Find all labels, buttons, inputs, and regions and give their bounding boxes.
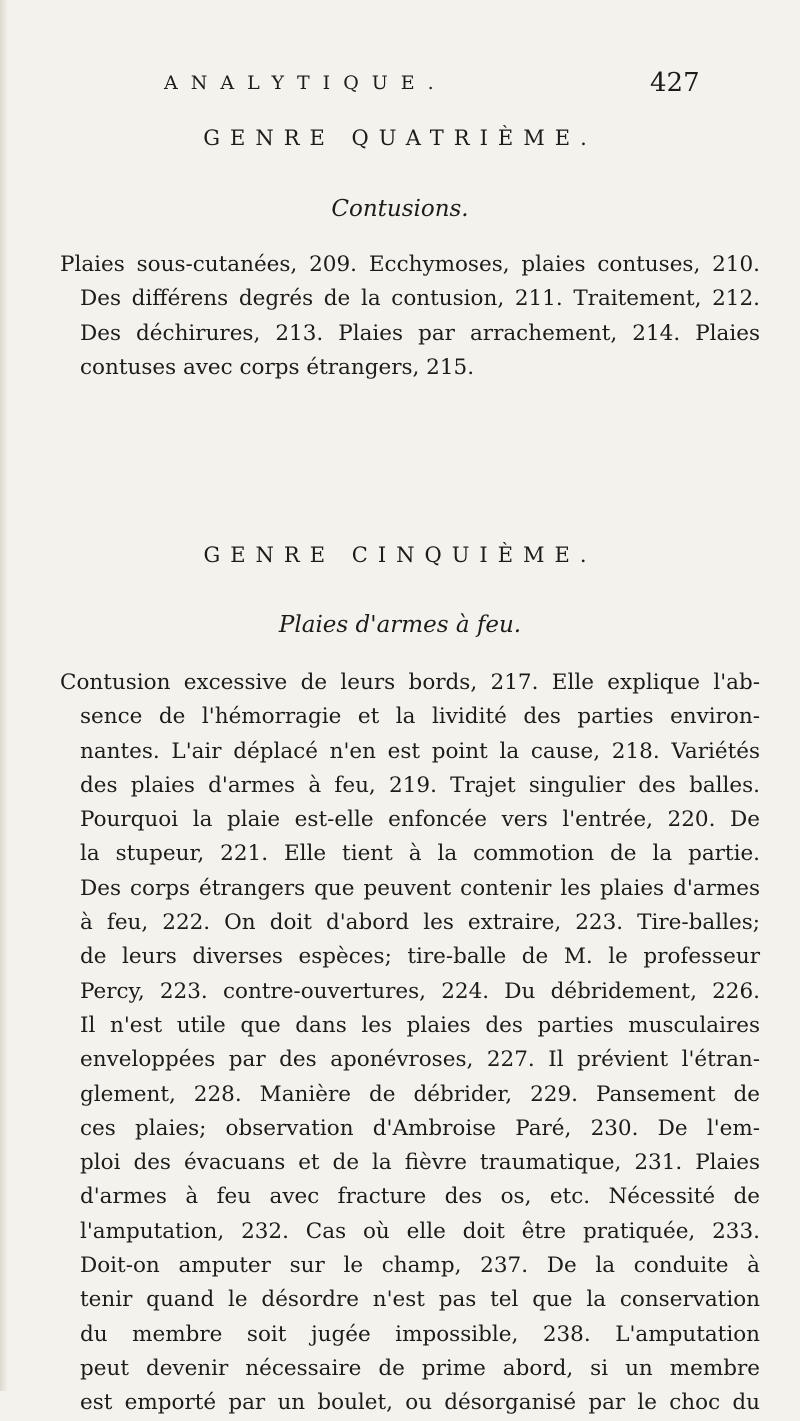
running-title: ANALYTIQUE. bbox=[164, 72, 447, 94]
text-line: Doit-on amputer sur le champ, 237. De la conduite à bbox=[80, 1253, 760, 1279]
section-paragraph-contusions bbox=[60, 248, 760, 385]
text-line: tenir quand le désordre n'est pas tel que la conservation bbox=[80, 1287, 760, 1313]
running-header bbox=[0, 68, 800, 102]
section-heading-genre-cinquieme: GENRE CINQUIÈME. bbox=[203, 543, 597, 567]
section-paragraph-plaies-armes-a-feu bbox=[60, 666, 760, 1421]
text-line: enveloppées par des aponévroses, 227. Il prévient l'étran- bbox=[80, 1047, 760, 1073]
text-line: est emporté par un boulet, ou désorganisé par le choc du bbox=[80, 1390, 760, 1416]
text-line: glement, 228. Manière de débrider, 229. Pansement de bbox=[80, 1081, 760, 1107]
text-line: nantes. L'air déplacé n'en est point la cause, 218. Variétés bbox=[80, 738, 760, 764]
text-line: la stupeur, 221. Elle tient à la commotion de la partie. bbox=[80, 841, 760, 867]
text-line: Des corps étrangers que peuvent contenir les plaies d'armes bbox=[80, 875, 760, 901]
text-line: l'amputation, 232. Cas où elle doit être pratiquée, 233. bbox=[80, 1218, 760, 1244]
text-line: Plaies sous-cutanées, 209. Ecchymoses, plaies contuses, 210. bbox=[60, 252, 760, 277]
text-line: ploi des évacuans et de la fièvre traumatique, 231. Plaies bbox=[80, 1150, 760, 1176]
text-line: Pourquoi la plaie est-elle enfoncée vers l'entrée, 220. De bbox=[80, 807, 760, 833]
text-line: Des différens degrés de la contusion, 211. Traitement, 212. bbox=[80, 286, 760, 312]
text-line: contuses avec corps étrangers, 215. bbox=[80, 354, 475, 380]
text-line: à feu, 222. On doit d'abord les extraire, 223. Tire-balles; bbox=[80, 910, 760, 936]
text-line: Contusion excessive de leurs bords, 217. Elle explique l'ab- bbox=[60, 670, 760, 695]
text-line: ces plaies; observation d'Ambroise Paré, 230. De l'em- bbox=[80, 1115, 760, 1141]
text-line: du membre soit jugée impossible, 238. L'amputation bbox=[80, 1321, 760, 1347]
text-line: Il n'est utile que dans les plaies des parties musculaires bbox=[80, 1012, 760, 1038]
text-line: peut devenir nécessaire de prime abord, si un membre bbox=[80, 1355, 760, 1381]
text-line: de leurs diverses espèces; tire-balle de M. le professeur bbox=[80, 944, 760, 970]
text-line: Percy, 223. contre-ouvertures, 224. Du débridement, 226. bbox=[80, 978, 760, 1004]
text-line: des plaies d'armes à feu, 219. Trajet singulier des balles. bbox=[80, 772, 760, 798]
section-subtitle-contusions: Contusions. bbox=[331, 196, 469, 222]
section-subtitle-plaies-armes-a-feu: Plaies d'armes à feu. bbox=[278, 612, 522, 638]
text-line: sence de l'hémorragie et la lividité des parties environ- bbox=[80, 704, 760, 730]
text-line: Des déchirures, 213. Plaies par arrachement, 214. Plaies bbox=[80, 320, 760, 346]
page-number: 427 bbox=[650, 68, 700, 98]
text-line: d'armes à feu avec fracture des os, etc. Nécessité de bbox=[80, 1184, 760, 1210]
section-heading-genre-quatrieme: GENRE QUATRIÈME. bbox=[203, 126, 597, 150]
